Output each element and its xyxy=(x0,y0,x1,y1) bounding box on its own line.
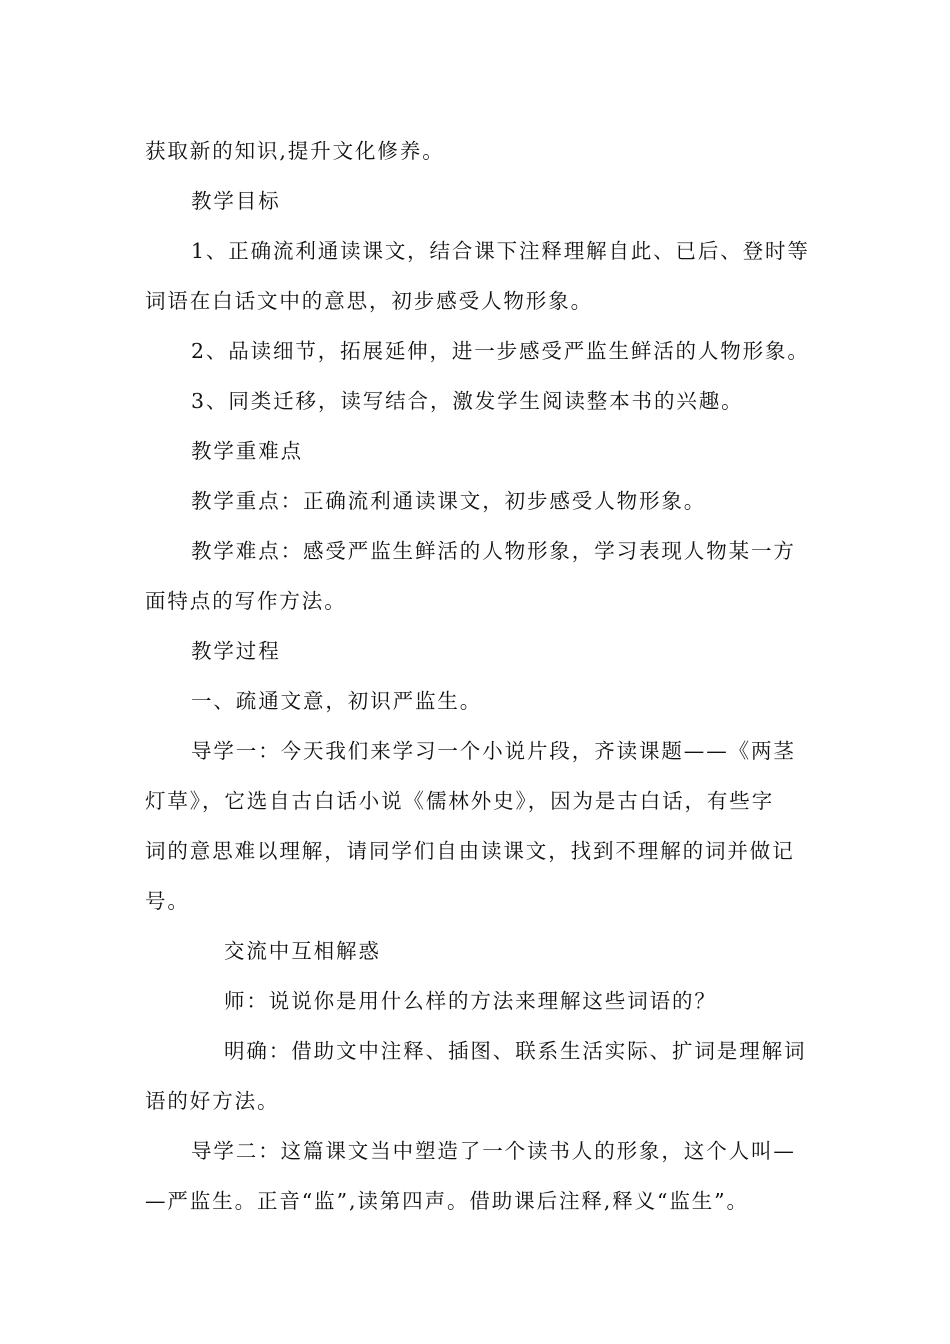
text-line: 教学难点：感受严监生鲜活的人物形象，学习表现人物某一方 xyxy=(191,539,796,563)
text-line: 导学一：今天我们来学习一个小说片段，齐读课题——《两茎 xyxy=(191,739,796,763)
text-line: 交流中互相解惑 xyxy=(224,939,381,963)
section-heading-teaching-goals: 教学目标 xyxy=(191,189,281,213)
text-line: 1、正确流利通读课文，结合课下注释理解自此、已后、登时等 xyxy=(191,239,810,263)
text-line: 号。 xyxy=(145,889,190,913)
text-line: 3、同类迁移，读写结合，激发学生阅读整本书的兴趣。 xyxy=(191,389,744,413)
section-heading-teaching-process: 教学过程 xyxy=(191,639,281,663)
text-line: 语的好方法。 xyxy=(145,1089,280,1113)
text-line: 面特点的写作方法。 xyxy=(145,589,347,613)
text-line: 一、疏通文意，初识严监生。 xyxy=(191,689,483,713)
text-line: 词语在白话文中的意思，初步感受人物形象。 xyxy=(145,289,593,313)
text-line: 2、品读细节，拓展延伸，进一步感受严监生鲜活的人物形象。 xyxy=(191,339,810,363)
text-line: 获取新的知识,提升文化修养。 xyxy=(145,139,445,163)
text-line: 导学二：这篇课文当中塑造了一个读书人的形象，这个人叫— xyxy=(191,1139,796,1163)
text-line: 教学重点：正确流利通读课文，初步感受人物形象。 xyxy=(191,489,707,513)
text-line: —严监生。正音“监”,读第四声。借助课后注释,释义“监生”。 xyxy=(145,1189,749,1213)
text-line: 词的意思难以理解，请同学们自由读课文，找到不理解的词并做记 xyxy=(145,839,795,863)
text-line: 师：说说你是用什么样的方法来理解这些词语的？ xyxy=(224,989,717,1013)
section-heading-key-difficulties: 教学重难点 xyxy=(191,439,303,463)
text-line: 明确：借助文中注释、插图、联系生活实际、扩词是理解词 xyxy=(224,1039,807,1063)
text-line: 灯草》，它选自古白话小说《儒林外史》，因为是古白话，有些字 xyxy=(145,789,775,813)
